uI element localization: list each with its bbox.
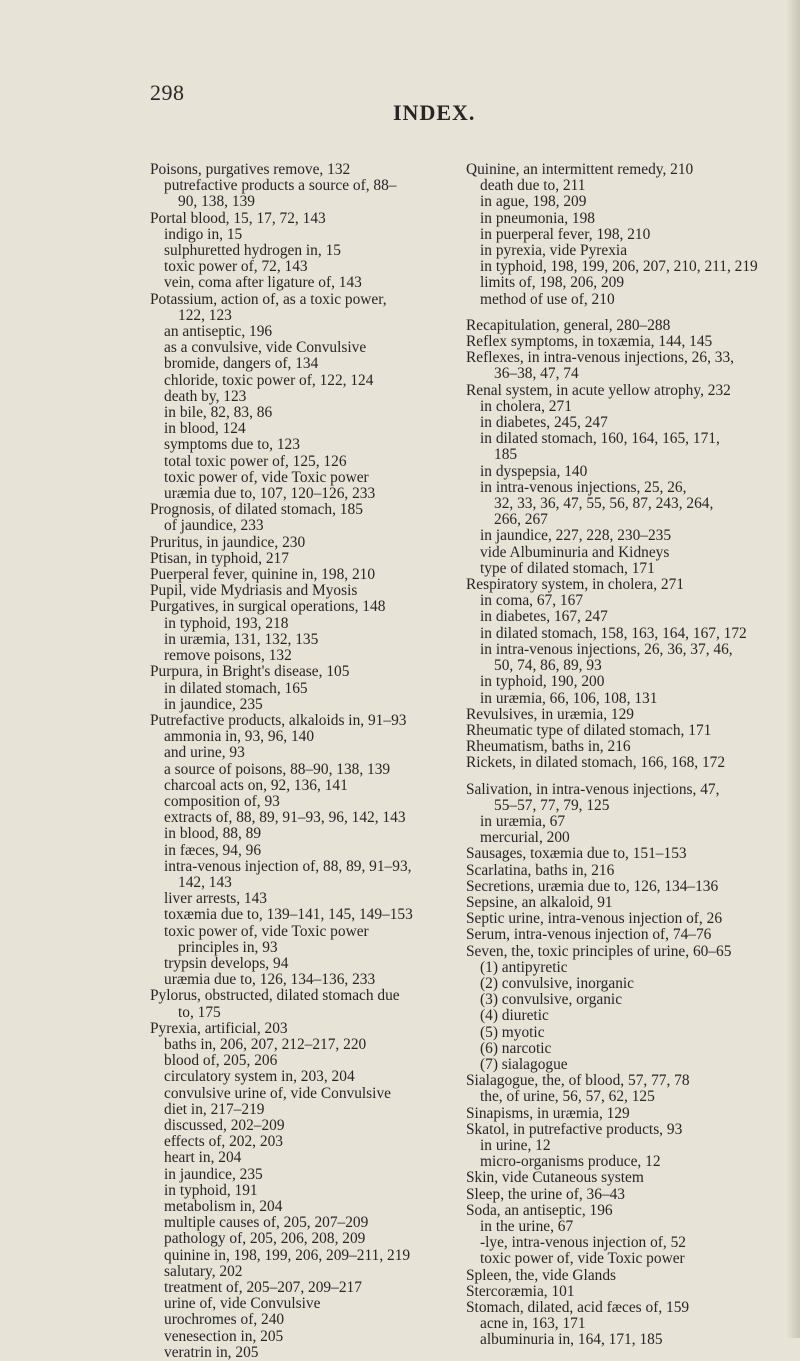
index-subentry: 266, 267 <box>494 511 548 529</box>
index-entry: Revulsives, in uræmia, 129 <box>466 705 635 723</box>
index-subentry: toxæmia due to, 139–141, 145, 149–153 <box>164 906 413 924</box>
index-subentry: baths in, 206, 207, 212–217, 220 <box>164 1035 367 1053</box>
index-subentry: veratrin in, 205 <box>164 1343 259 1361</box>
index-subentry: micro-organisms produce, 12 <box>480 1153 661 1171</box>
index-entry: Stomach, dilated, acid fæces of, 159 <box>466 1299 690 1317</box>
index-subentry: (1) antipyretic <box>480 958 568 976</box>
index-entry: Quinine, an intermittent remedy, 210 <box>466 161 694 178</box>
index-entry: Renal system, in acute yellow atrophy, 232 <box>466 381 731 399</box>
index-entry: Spleen, the, vide Glands <box>466 1266 617 1284</box>
index-subentry: 55–57, 77, 79, 125 <box>494 796 610 814</box>
index-subentry: 50, 74, 86, 89, 93 <box>494 657 602 675</box>
index-subentry: 90, 138, 139 <box>178 193 255 211</box>
index-subentry: uræmia due to, 107, 120–126, 233 <box>164 485 376 503</box>
index-entry: Sausages, toxæmia due to, 151–153 <box>466 845 687 863</box>
index-subentry: liver arrests, 143 <box>164 890 268 908</box>
index-subentry: in dilated stomach, 165 <box>164 679 308 697</box>
index-subentry: a source of poisons, 88–90, 138, 139 <box>164 760 391 778</box>
index-column-left <box>150 162 460 1361</box>
page-title: INDEX. <box>393 100 476 125</box>
index-subentry: putrefactive products a source of, 88– <box>164 177 397 195</box>
index-entry: Reflex symptoms, in toxæmia, 144, 145 <box>466 333 713 351</box>
index-entry: Pruritus, in jaundice, 230 <box>150 533 306 551</box>
index-subentry: (6) narcotic <box>480 1039 552 1057</box>
index-entry: Potassium, action of, as a toxic power, <box>150 290 387 308</box>
index-subentry: intra-venous injection of, 88, 89, 91–93, <box>164 857 412 875</box>
index-subentry: in blood, 88, 89 <box>164 825 262 843</box>
index-subentry: toxic power of, 72, 143 <box>164 258 308 276</box>
index-subentry: 122, 123 <box>178 306 232 324</box>
index-subentry: in intra-venous injections, 25, 26, <box>480 478 687 496</box>
index-subentry: in dilated stomach, 158, 163, 164, 167, 172 <box>480 624 747 642</box>
index-entry: Septic urine, intra-venous injection of, 26 <box>466 910 723 928</box>
index-subentry: composition of, 93 <box>164 792 280 810</box>
index-entry: Reflexes, in intra-venous injections, 26, 33, <box>466 349 734 367</box>
index-subentry: quinine in, 198, 199, 206, 209–211, 219 <box>164 1246 411 1264</box>
index-entry: Ptisan, in typhoid, 217 <box>150 549 289 567</box>
index-subentry: (4) diuretic <box>480 1007 549 1025</box>
index-subentry: in dyspepsia, 140 <box>480 462 588 480</box>
index-subentry: discussed, 202–209 <box>164 1116 285 1134</box>
index-subentry: type of dilated stomach, 171 <box>480 559 655 577</box>
index-subentry: in jaundice, 235 <box>164 1165 263 1183</box>
index-entry: Respiratory system, in cholera, 271 <box>466 576 684 594</box>
index-subentry: in diabetes, 245, 247 <box>480 414 608 432</box>
index-subentry: total toxic power of, 125, 126 <box>164 452 347 470</box>
index-subentry: (7) sialagogue <box>480 1055 568 1073</box>
index-subentry: in uræmia, 67 <box>480 812 566 830</box>
index-subentry: salutary, 202 <box>164 1262 243 1280</box>
index-entry: Purgatives, in surgical operations, 148 <box>150 598 386 616</box>
page-number: 298 <box>150 80 185 105</box>
index-entry: Rickets, in dilated stomach, 166, 168, 172 <box>466 754 726 772</box>
index-subentry: venesection in, 205 <box>164 1327 284 1345</box>
index-subentry: acne in, 163, 171 <box>480 1315 586 1333</box>
index-subentry: 142, 143 <box>178 873 232 891</box>
index-subentry: death by, 123 <box>164 387 247 405</box>
index-subentry: death due to, 211 <box>480 177 586 195</box>
index-subentry: indigo in, 15 <box>164 225 243 243</box>
index-subentry: (3) convulsive, organic <box>480 991 623 1009</box>
index-subentry: in cholera, 271 <box>480 397 572 415</box>
index-subentry: blood of, 205, 206 <box>164 1052 278 1070</box>
index-entry: Puerperal fever, quinine in, 198, 210 <box>150 566 376 584</box>
index-subentry: bromide, dangers of, 134 <box>164 355 319 373</box>
index-entry: Skin, vide Cutaneous system <box>466 1169 644 1187</box>
index-subentry: limits of, 198, 206, 209 <box>480 274 625 292</box>
index-subentry: vide Albuminuria and Kidneys <box>480 543 670 561</box>
index-subentry: uræmia due to, 126, 134–136, 233 <box>164 971 376 989</box>
index-subentry: urine of, vide Convulsive <box>164 1295 321 1313</box>
index-entry: Pylorus, obstructed, dilated stomach due <box>150 987 400 1005</box>
index-subentry: in uræmia, 66, 106, 108, 131 <box>480 689 658 707</box>
index-subentry: multiple causes of, 205, 207–209 <box>164 1214 369 1232</box>
index-entry: Rheumatic type of dilated stomach, 171 <box>466 721 712 739</box>
index-subentry: as a convulsive, vide Convulsive <box>164 339 367 357</box>
index-entry: Portal blood, 15, 17, 72, 143 <box>150 209 326 227</box>
index-subentry: trypsin develops, 94 <box>164 954 289 972</box>
index-entry: Pupil, vide Mydriasis and Myosis <box>150 582 358 600</box>
index-subentry: effects of, 202, 203 <box>164 1133 283 1151</box>
index-subentry: 32, 33, 36, 47, 55, 56, 87, 243, 264, <box>494 495 714 513</box>
index-subentry: in ague, 198, 209 <box>480 193 587 211</box>
index-subentry: mercurial, 200 <box>480 829 570 847</box>
index-subentry: 36–38, 47, 74 <box>494 365 579 383</box>
index-subentry: in diabetes, 167, 247 <box>480 608 608 626</box>
index-column-right <box>466 162 786 1349</box>
index-subentry: an antiseptic, 196 <box>164 323 273 341</box>
index-subentry: in the urine, 67 <box>480 1218 574 1235</box>
index-subentry: treatment of, 205–207, 209–217 <box>164 1279 362 1297</box>
page-edge-shadow <box>786 0 800 1338</box>
index-subentry: method of use of, 210 <box>480 290 615 308</box>
index-subentry: in intra-venous injections, 26, 36, 37, 46, <box>480 640 733 658</box>
index-subentry: in typhoid, 193, 218 <box>164 614 289 632</box>
index-subentry: (5) myotic <box>480 1023 545 1041</box>
index-subentry: pathology of, 205, 206, 208, 209 <box>164 1230 366 1248</box>
index-entry: Recapitulation, general, 280–288 <box>466 316 671 334</box>
index-subentry: in blood, 124 <box>164 420 246 438</box>
index-subentry: chloride, toxic power of, 122, 124 <box>164 371 374 389</box>
index-entry: Pyrexia, artificial, 203 <box>150 1019 288 1037</box>
index-subentry: in jaundice, 235 <box>164 695 263 713</box>
index-subentry: in coma, 67, 167 <box>480 592 584 610</box>
index-entry: Stercoræmia, 101 <box>466 1282 575 1300</box>
index-subentry: in typhoid, 190, 200 <box>480 673 605 691</box>
index-entry: Sialagogue, the, of blood, 57, 77, 78 <box>466 1072 690 1090</box>
index-entry: Soda, an antiseptic, 196 <box>466 1201 613 1219</box>
index-entry: Secretions, uræmia due to, 126, 134–136 <box>466 877 719 895</box>
index-entry: Poisons, purgatives remove, 132 <box>150 161 351 178</box>
index-subentry: in pneumonia, 198 <box>480 209 595 227</box>
index-subentry: circulatory system in, 203, 204 <box>164 1068 355 1086</box>
index-subentry: in bile, 82, 83, 86 <box>164 404 273 422</box>
index-entry: Putrefactive products, alkaloids in, 91–93 <box>150 711 407 729</box>
index-subentry: albuminuria in, 164, 171, 185 <box>480 1331 663 1349</box>
index-entry: Prognosis, of dilated stomach, 185 <box>150 501 363 519</box>
index-subentry: (2) convulsive, inorganic <box>480 974 635 992</box>
index-subentry: in puerperal fever, 198, 210 <box>480 225 651 243</box>
index-subentry: in fæces, 94, 96 <box>164 841 262 859</box>
index-subentry: charcoal acts on, 92, 136, 141 <box>164 776 348 794</box>
index-entry: Purpura, in Bright's disease, 105 <box>150 663 350 681</box>
index-subentry: diet in, 217–219 <box>164 1100 265 1118</box>
index-subentry: remove poisons, 132 <box>164 647 292 665</box>
index-subentry: urochromes of, 240 <box>164 1311 285 1329</box>
index-subentry: to, 175 <box>178 1003 221 1021</box>
index-subentry: symptoms due to, 123 <box>164 436 300 454</box>
index-subentry: metabolism in, 204 <box>164 1198 283 1215</box>
index-subentry: toxic power of, vide Toxic power <box>164 922 369 940</box>
index-subentry: toxic power of, vide Toxic power <box>164 468 369 486</box>
index-entry: Sepsine, an alkaloid, 91 <box>466 893 613 911</box>
index-subentry: extracts of, 88, 89, 91–93, 96, 142, 143 <box>164 809 406 827</box>
index-entry: Serum, intra-venous injection of, 74–76 <box>466 926 712 944</box>
index-subentry: in dilated stomach, 160, 164, 165, 171, <box>480 430 720 448</box>
index-entry: Seven, the, toxic principles of urine, 60–65 <box>466 942 732 960</box>
index-entry: Salivation, in intra-venous injections, 47, <box>466 780 720 798</box>
index-subentry: in typhoid, 191 <box>164 1181 258 1199</box>
index-entry: Sleep, the urine of, 36–43 <box>466 1185 626 1203</box>
index-subentry: in urine, 12 <box>480 1136 551 1154</box>
index-entry: Scarlatina, baths in, 216 <box>466 861 615 879</box>
index-entry: Rheumatism, baths in, 216 <box>466 738 631 756</box>
index-subentry: the, of urine, 56, 57, 62, 125 <box>480 1088 655 1106</box>
index-subentry: in pyrexia, vide Pyrexia <box>480 242 628 260</box>
index-subentry: sulphuretted hydrogen in, 15 <box>164 242 341 260</box>
index-subentry: toxic power of, vide Toxic power <box>480 1250 685 1268</box>
index-subentry: in uræmia, 131, 132, 135 <box>164 630 319 648</box>
index-subentry: 185 <box>494 446 518 464</box>
index-subentry: -lye, intra-venous injection of, 52 <box>480 1234 687 1252</box>
index-subentry: principles in, 93 <box>178 938 278 956</box>
index-subentry: convulsive urine of, vide Convulsive <box>164 1084 391 1102</box>
index-subentry: in jaundice, 227, 228, 230–235 <box>480 527 672 545</box>
index-entry: Skatol, in putrefactive products, 93 <box>466 1120 683 1138</box>
index-subentry: of jaundice, 233 <box>164 517 264 535</box>
index-subentry: ammonia in, 93, 96, 140 <box>164 728 315 746</box>
index-subentry: heart in, 204 <box>164 1149 242 1167</box>
index-subentry: and urine, 93 <box>164 744 245 762</box>
index-entry: Sinapisms, in uræmia, 129 <box>466 1104 630 1122</box>
index-subentry: vein, coma after ligature of, 143 <box>164 274 362 292</box>
index-subentry: in typhoid, 198, 199, 206, 207, 210, 211, 219 <box>480 258 758 276</box>
